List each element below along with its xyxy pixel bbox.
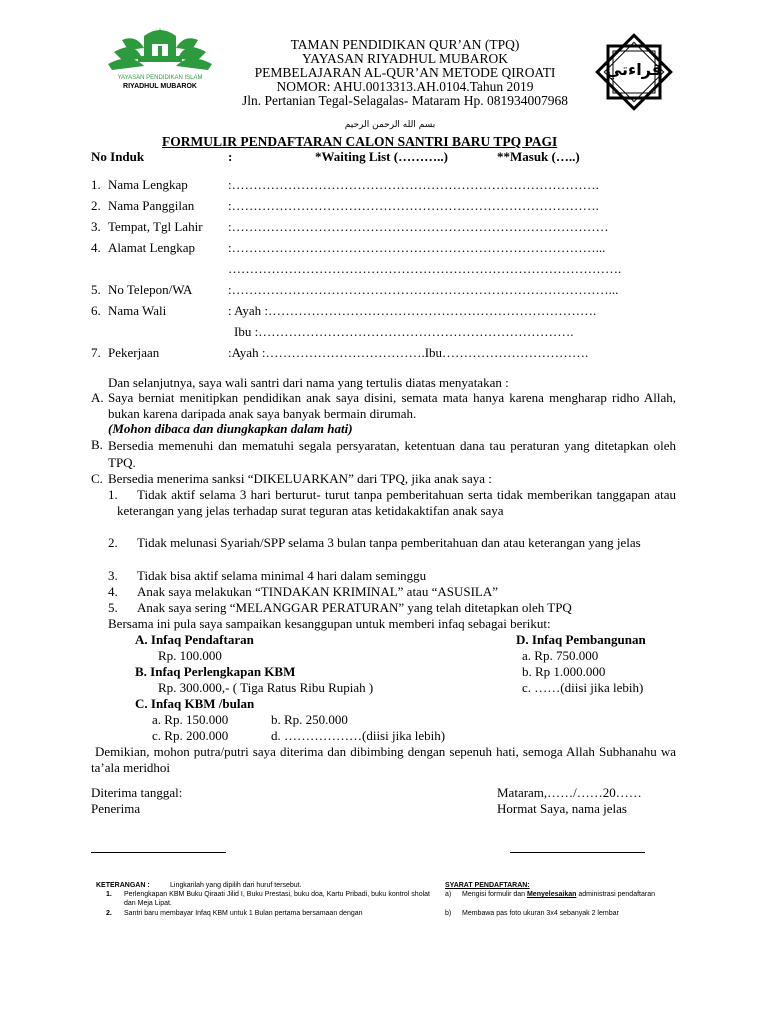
receiver-signature-line[interactable] [91,852,226,853]
telepon-value[interactable]: :……………………………………………………………………………... [228,282,619,297]
syarat-a-num: a) [445,891,452,898]
field-3-value[interactable]: :…………………………………………………………………………… [228,219,609,234]
telepon-num: 5. [91,282,101,297]
place-date[interactable]: Mataram,……/……20…… [497,785,642,800]
no-induk-label: No Induk [91,149,145,164]
keterangan-2-text: Santri baru membayar Infaq KBM untuk 1 Bulan pertama bersamaan dengan [124,910,363,917]
form-title: FORMULIR PENDAFTARAN CALON SANTRI BARU TPQ PAGI [162,134,558,149]
header-line-3: PEMBELAJARAN AL-QUR’AN METODE QIROATI [254,65,556,80]
right-emblem [592,30,676,114]
wali-label: Nama Wali [108,303,167,318]
statement-intro: Dan selanjutnya, saya wali santri dari nama yang tertulis diatas menyatakan : [108,375,509,390]
syarat-a-text: Mengisi formulir dan Menyelesaikan administrasi pendaftaran [462,891,655,898]
infaq-c-opt-c[interactable]: c. Rp. 200.000 [152,728,229,743]
waiting-list: *Waiting List (………..) [315,149,448,164]
field-1-value[interactable]: :…………………………………………………………………………. [228,177,599,192]
c-item-1-num: 1. [108,487,118,502]
statement-a-text: Saya berniat menitipkan pendidikan anak saya disini, semata mata hanya karena mengharap ridho Allah, bukan karena daripada anak saya banyak bermain dirumah. [108,390,676,421]
c-item-2-text: Tidak melunasi Syariah/SPP selama 3 bulan tanpa pemberitahuan dan atau keterangan yang jelas [137,535,641,550]
c-item-2-num: 2. [108,535,118,550]
c-item-5-num: 5. [108,600,118,615]
header-line-4: NOMOR: AHU.0013313.AH.0104.Tahun 2019 [276,79,534,94]
infaq-c-opt-b[interactable]: b. Rp. 250.000 [271,712,348,727]
field-2-value[interactable]: :…………………………………………………………………………. [228,198,599,213]
c-item-1-text: Tidak aktif selama 3 hari berturut- turut tanpa pemberitahuan serta tidak memberikan tanggapan atau keterangan yang jelas terhadap surat teguran atas ketidakaktifan anak saya [117,487,676,518]
statement-c-text: Bersedia menerima sanksi “DIKELUARKAN” dari TPQ, jika anak saya : [108,471,492,486]
c-item-5-text: Anak saya sering “MELANGGAR PERATURAN” yang telah ditetapkan oleh TPQ [137,600,572,615]
syarat-b-text: Membawa pas foto ukuran 3x4 sebanyak 2 lembar [462,910,619,917]
pekerjaan-num: 7. [91,345,101,360]
field-1-label: Nama Lengkap [108,177,188,192]
regards-label: Hormat Saya, nama jelas [497,801,627,816]
received-date-label: Diterima tanggal: [91,785,183,800]
keterangan-2-num: 2. [106,910,112,917]
statement-c-label: C. [91,471,103,486]
parent-signature-line[interactable] [510,852,645,853]
infaq-intro: Bersama ini pula saya sampaikan kesanggupan untuk memberi infaq sebagai berikut: [108,616,551,631]
telepon-label: No Telepon/WA [108,282,193,297]
infaq-d-title: D. Infaq Pembangunan [516,632,646,647]
emblem-text: قراءتي [605,60,663,79]
keterangan-1-text: Perlengkapan KBM Buku Qiraati Jilid I, Buku Prestasi, buku doa, Kartu Pribadi, buku kontrol sholat dan Meja Lipat. [124,891,430,907]
receiver-label: Penerima [91,801,141,816]
infaq-d-opt-a[interactable]: a. Rp. 750.000 [522,648,599,663]
c-item-3-num: 3. [108,568,118,583]
wali-ibu-value[interactable]: Ibu :………………………………………………………………. [234,324,574,339]
infaq-c-title: C. Infaq KBM /bulan [135,696,255,711]
syarat-b-num: b) [445,910,452,917]
header-line-1: TAMAN PENDIDIKAN QUR’AN (TPQ) [290,37,520,52]
infaq-c-opt-a[interactable]: a. Rp. 150.000 [152,712,229,727]
pekerjaan-label: Pekerjaan [108,345,160,360]
closing-text: Demikian, mohon putra/putri saya diterima dan dibimbing dengan sepenuh hati, semoga Allah Subhanahu wa ta’ala meridhoi [91,744,676,775]
c-item-3-text: Tidak bisa aktif selama minimal 4 hari dalam seminggu [137,568,427,583]
infaq-b-title: B. Infaq Perlengkapan KBM [135,664,296,679]
infaq-a-value: Rp. 100.000 [158,648,222,663]
statement-b-text: Bersedia memenuhi dan mematuhi segala persyaratan, ketentuan dana tau peraturan yang ditetapkan oleh TPQ. [108,438,676,470]
infaq-b-value: Rp. 300.000,- ( Tiga Ratus Ribu Rupiah ) [158,680,374,695]
statement-b-label: B. [91,437,103,452]
field-4-num: 4. [91,240,101,255]
field-3-label: Tempat, Tgl Lahir [108,219,203,234]
field-3-num: 3. [91,219,101,234]
field-1-num: 1. [91,177,101,192]
no-induk-colon: : [228,149,233,164]
statement-a-label: A. [91,390,104,405]
infaq-d-opt-c[interactable]: c. ……(diisi jika lebih) [522,680,644,695]
infaq-a-title: A. Infaq Pendaftaran [135,632,254,647]
keterangan-label: KETERANGAN : [96,882,150,889]
wali-num: 6. [91,303,101,318]
c-item-4-num: 4. [108,584,118,599]
keterangan-1-num: 1. [106,891,112,898]
statement-a-note: (Mohon dibaca dan diungkapkan dalam hati) [108,421,353,436]
logo-text-1: YAYASAN PENDIDIKAN ISLAM [117,75,203,81]
logo-text-2: RIYADHUL MUBAROK [123,83,197,90]
field-2-num: 2. [91,198,101,213]
wali-ayah-value[interactable]: : Ayah :…………………………………………………………………. [228,303,597,318]
keterangan-intro: Lingkarilah yang dipilih dari huruf tersebut. [170,882,302,889]
syarat-label: SYARAT PENDAFTARAN: [445,882,530,889]
field-2-label: Nama Panggilan [108,198,195,213]
basmala: بسم الله الرحمن الرحيم [344,120,436,130]
c-item-4-text: Anak saya melakukan “TINDAKAN KRIMINAL” atau “ASUSILA” [137,584,499,599]
header-line-2: YAYASAN RIYADHUL MUBAROK [301,51,509,66]
alamat-line-2[interactable]: ………………………………………………………………………………. [228,261,622,276]
pekerjaan-value[interactable]: :Ayah :……………………………….Ibu……………………………. [228,345,589,360]
masuk: **Masuk (…..) [497,149,580,164]
field-4-label: Alamat Lengkap [108,240,195,255]
infaq-d-opt-b[interactable]: b. Rp 1.000.000 [522,664,606,679]
field-4-value[interactable]: :…………………………………………………………………………... [228,240,606,255]
header-line-5: Jln. Pertanian Tegal-Selagalas- Mataram Hp. 081934007968 [241,93,569,108]
infaq-c-opt-d[interactable]: d. ………………(diisi jika lebih) [271,728,446,743]
